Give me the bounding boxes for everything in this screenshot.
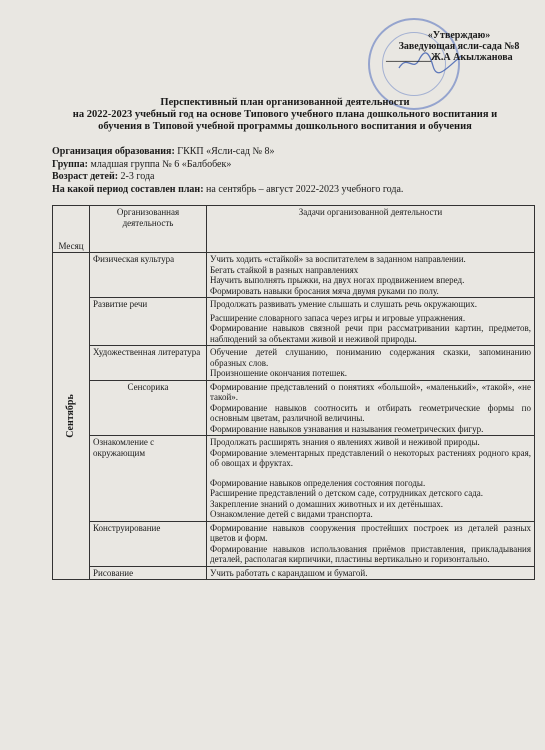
table-row (53, 436, 535, 522)
approval-position: Заведующая ясли-сада №8 (398, 41, 520, 52)
table-row (53, 380, 535, 436)
header-tasks: Задачи организованной деятельности (207, 206, 535, 253)
activity-cell: Художественная литература (90, 346, 207, 381)
group-line: Группа: младшая группа № 6 «Балбобек» (52, 158, 232, 170)
activity-cell: Ознакомление с окружающим (90, 436, 207, 522)
approval-signature-line: _________Ж.А Акылжанова (386, 52, 513, 63)
header-activity: Организованная деятельность (90, 206, 207, 253)
tasks-cell: Учить ходить «стайкой» за воспитателем в заданном направлении. Бегать стайкой в разных направлениях Научить выполнять прыжки, на двух ногах продвижением вперед. Формировать навыки бросания мяча двумя руками по полу. (207, 253, 535, 298)
document-title (40, 97, 530, 133)
table-row (53, 566, 535, 580)
header-month: Месяц (53, 206, 90, 253)
table-row (53, 346, 535, 381)
table-row (53, 521, 535, 566)
table-header-row (53, 206, 535, 253)
approval-block (378, 30, 540, 63)
title-line-1: Перспективный план организованной деятельности (160, 97, 410, 108)
org-line: Организация образования: ГККП «Ясли-сад № 8» (52, 146, 275, 157)
tasks-cell: Формирование навыков сооружения простейших построек из деталей разных цветов и форм. Формирование навыков использования приёмов приставления, прикладывания деталей, располагая кирпичики, пластины вертикально и горизонтально. (207, 521, 535, 566)
tasks-cell: Обучение детей слушанию, пониманию содержания сказки, запоминанию образных слов. Произношение окончания потешек. (207, 346, 535, 381)
plan-table (52, 205, 535, 580)
tasks-cell: Учить работать с карандашом и бумагой. (207, 566, 535, 580)
table-row (53, 253, 535, 298)
month-label: Сентябрь (64, 394, 76, 438)
info-block (52, 146, 532, 196)
tasks-cell: Продолжать развивать умение слышать и слушать речь окружающих. Расширение словарного запаса через игры и игровые упражнения. Формирование навыков связной речи при рассматривании картин, предметов, наблюдений за объектами живой и неживой природы. (207, 298, 535, 346)
activity-cell: Рисование (90, 566, 207, 580)
month-cell (53, 253, 90, 580)
tasks-cell: Формирование представлений о понятиях «большой», «маленький», «такой», «не такой». Формирование навыков соотносить и отбирать геометрические формы по основным цветам, различной величины. Формирование навыков узнавания и называния геометрических фигур. (207, 380, 535, 436)
activity-cell: Физическая культура (90, 253, 207, 298)
approval-title: «Утверждаю» (427, 30, 491, 41)
period-line: На какой период составлен план: на сентябрь – август 2022-2023 учебного года. (52, 183, 404, 195)
activity-cell: Сенсорика (90, 380, 207, 436)
age-line: Возраст детей: 2-3 года (52, 171, 155, 182)
activity-cell: Конструирование (90, 521, 207, 566)
title-line-2: на 2022-2023 учебный год на основе Типового учебного плана дошкольного воспитания и (72, 109, 498, 120)
activity-cell: Развитие речи (90, 298, 207, 346)
title-line-3: обучения в Типовой учебной программы дошкольного воспитания и обучения (98, 121, 472, 132)
tasks-cell: Продолжать расширять знания о явлениях живой и неживой природы. Формирование элементарных представлений о некоторых растениях родного края, об овощах и фруктах. Формирование навыков определения состояния погоды. Расширение представлений о детском саде, сотрудниках детского сада. Закрепление знаний о домашних животных и их детёнышах. Ознакомление детей с видами транспорта. (207, 436, 535, 522)
table-row (53, 298, 535, 346)
